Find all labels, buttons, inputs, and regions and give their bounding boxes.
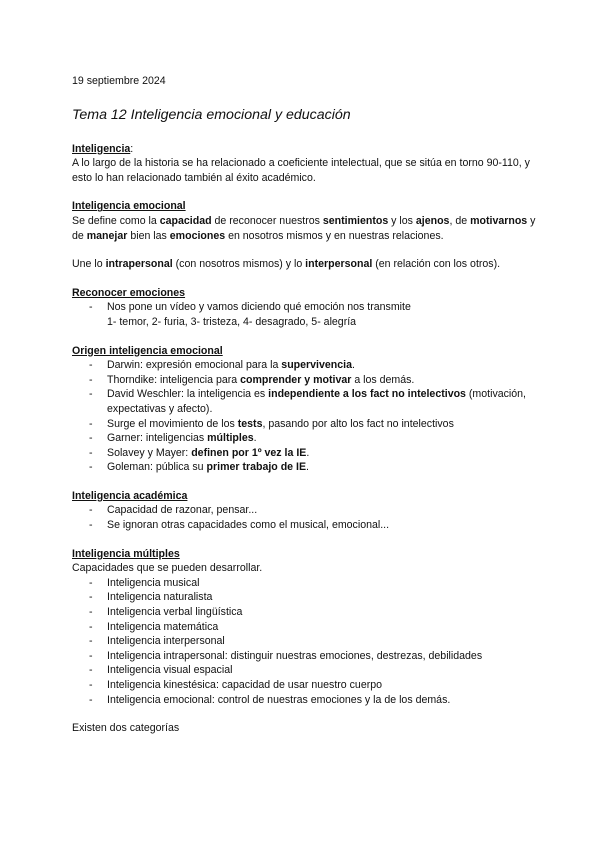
section-multiples — [72, 547, 542, 708]
text-span: bien las — [127, 229, 170, 242]
text-span: . — [306, 461, 309, 474]
list-item: - Inteligencia kinestésica: capacidad de usar nuestro cuerpo — [72, 678, 542, 693]
bold-term: manejar — [86, 229, 128, 242]
text-span: (en relación con los otros). — [372, 258, 501, 271]
section-reconocer-emociones — [72, 286, 542, 330]
bold-term: emociones — [169, 229, 226, 242]
list-item: - Inteligencia interpersonal — [72, 634, 542, 649]
list-item: - Inteligencia visual espacial — [72, 663, 542, 678]
bullet-list — [72, 503, 542, 532]
section-inteligencia-emocional — [72, 199, 542, 243]
paragraph — [72, 214, 542, 243]
section-origen — [72, 344, 542, 475]
section-heading: Origen inteligencia emocional — [72, 344, 223, 357]
text-span: Goleman: pública su — [107, 461, 207, 474]
section-heading: Inteligencia múltiples — [72, 547, 180, 560]
text-span: (con nosotros mismos) y lo — [172, 258, 306, 271]
paragraph — [72, 257, 542, 272]
list-item — [72, 373, 542, 388]
bold-term: ajenos — [415, 214, 450, 227]
text-span: , pasando por alto los fact no intelectivos — [262, 417, 454, 430]
text-span: Une lo — [72, 258, 106, 271]
text-span: de reconocer nuestros — [211, 214, 323, 227]
paragraph: Capacidades que se pueden desarrollar. — [72, 562, 263, 575]
bold-term: motivarnos — [470, 214, 528, 227]
bold-term: tests — [237, 417, 263, 430]
list-item — [72, 431, 542, 446]
document-title: Tema 12 Inteligencia emocional y educación — [72, 106, 351, 123]
text-span: Solavey y Mayer: — [107, 446, 192, 459]
paragraph: A lo largo de la historia se ha relacionado a coeficiente intelectual, que se sitúa en torno 90-110, y esto lo han relacionado también al éxito académico. — [72, 157, 530, 184]
text-span: David Weschler: la inteligencia es — [107, 388, 269, 401]
list-item: - Inteligencia naturalista — [72, 590, 542, 605]
section-academica — [72, 489, 542, 533]
text-span: Thorndike: inteligencia para — [107, 373, 241, 386]
text-span: Surge el movimiento de los — [107, 417, 238, 430]
list-item: - Se ignoran otras capacidades como el musical, emocional... — [72, 518, 542, 533]
bold-term: supervivencia — [281, 359, 352, 372]
section-heading: Inteligencia académica — [72, 489, 188, 502]
text-span: , de — [449, 214, 471, 227]
list-item: - Capacidad de razonar, pensar... — [72, 503, 542, 518]
list-item — [72, 300, 542, 329]
list-item — [72, 358, 542, 373]
text-span: a los demás. — [351, 373, 415, 386]
bullet-list — [72, 300, 542, 329]
section-heading: Inteligencia — [72, 142, 131, 155]
bold-term: primer trabajo de IE — [206, 461, 307, 474]
bold-term: múltiples — [207, 432, 254, 445]
list-item: - Inteligencia matemática — [72, 620, 542, 635]
section-heading-line — [72, 142, 542, 157]
list-item — [72, 387, 542, 416]
text-span: (motivación, expectativas y afecto). — [107, 388, 527, 415]
bold-term: definen por 1º vez la IE — [191, 446, 307, 459]
document-page — [72, 74, 542, 736]
list-item: - Inteligencia verbal lingüística — [72, 605, 542, 620]
list-item — [72, 417, 542, 432]
text-span: Se define como la — [72, 214, 160, 227]
text-span: y de — [72, 214, 536, 242]
section-une — [72, 257, 542, 272]
list-item: - Inteligencia emocional: control de nuestras emociones y la de los demás. — [72, 693, 542, 708]
bold-term: comprender y motivar — [240, 373, 352, 386]
list-item: - Inteligencia intrapersonal: distinguir nuestras emociones, destrezas, debilidades — [72, 649, 542, 664]
section-heading: Inteligencia emocional — [72, 200, 186, 213]
list-item — [72, 460, 542, 475]
text-span: Darwin: expresión emocional para la — [107, 359, 282, 372]
list-item: - Inteligencia musical — [72, 576, 542, 591]
text-span: Garner: inteligencias — [107, 432, 208, 445]
section-heading: Reconocer emociones — [72, 286, 186, 299]
text-span: . — [306, 446, 310, 459]
list-item-text: Nos pone un vídeo y vamos diciendo qué emoción nos transmite — [107, 301, 411, 314]
list-item — [72, 446, 542, 461]
bold-term: intrapersonal — [105, 258, 173, 271]
bold-term: interpersonal — [305, 258, 373, 271]
list-item-text: 1- temor, 2- furia, 3- tristeza, 4- desagrado, 5- alegría — [107, 315, 357, 328]
closing-line: Existen dos categorías — [72, 722, 180, 735]
bullet-list — [72, 358, 542, 475]
bullet-list — [72, 576, 542, 707]
text-span: . — [253, 432, 257, 445]
bold-term: capacidad — [159, 214, 212, 227]
document-date: 19 septiembre 2024 — [72, 75, 166, 87]
bold-term: sentimientos — [322, 214, 389, 227]
text-span: en nosotros mismos y en nuestras relaciones. — [225, 229, 444, 242]
heading-colon: : — [130, 142, 134, 155]
bold-term: independiente a los fact no intelectivos — [268, 388, 466, 401]
text-span: . — [351, 359, 355, 372]
section-inteligencia — [72, 142, 542, 186]
text-span: y los — [388, 214, 416, 227]
